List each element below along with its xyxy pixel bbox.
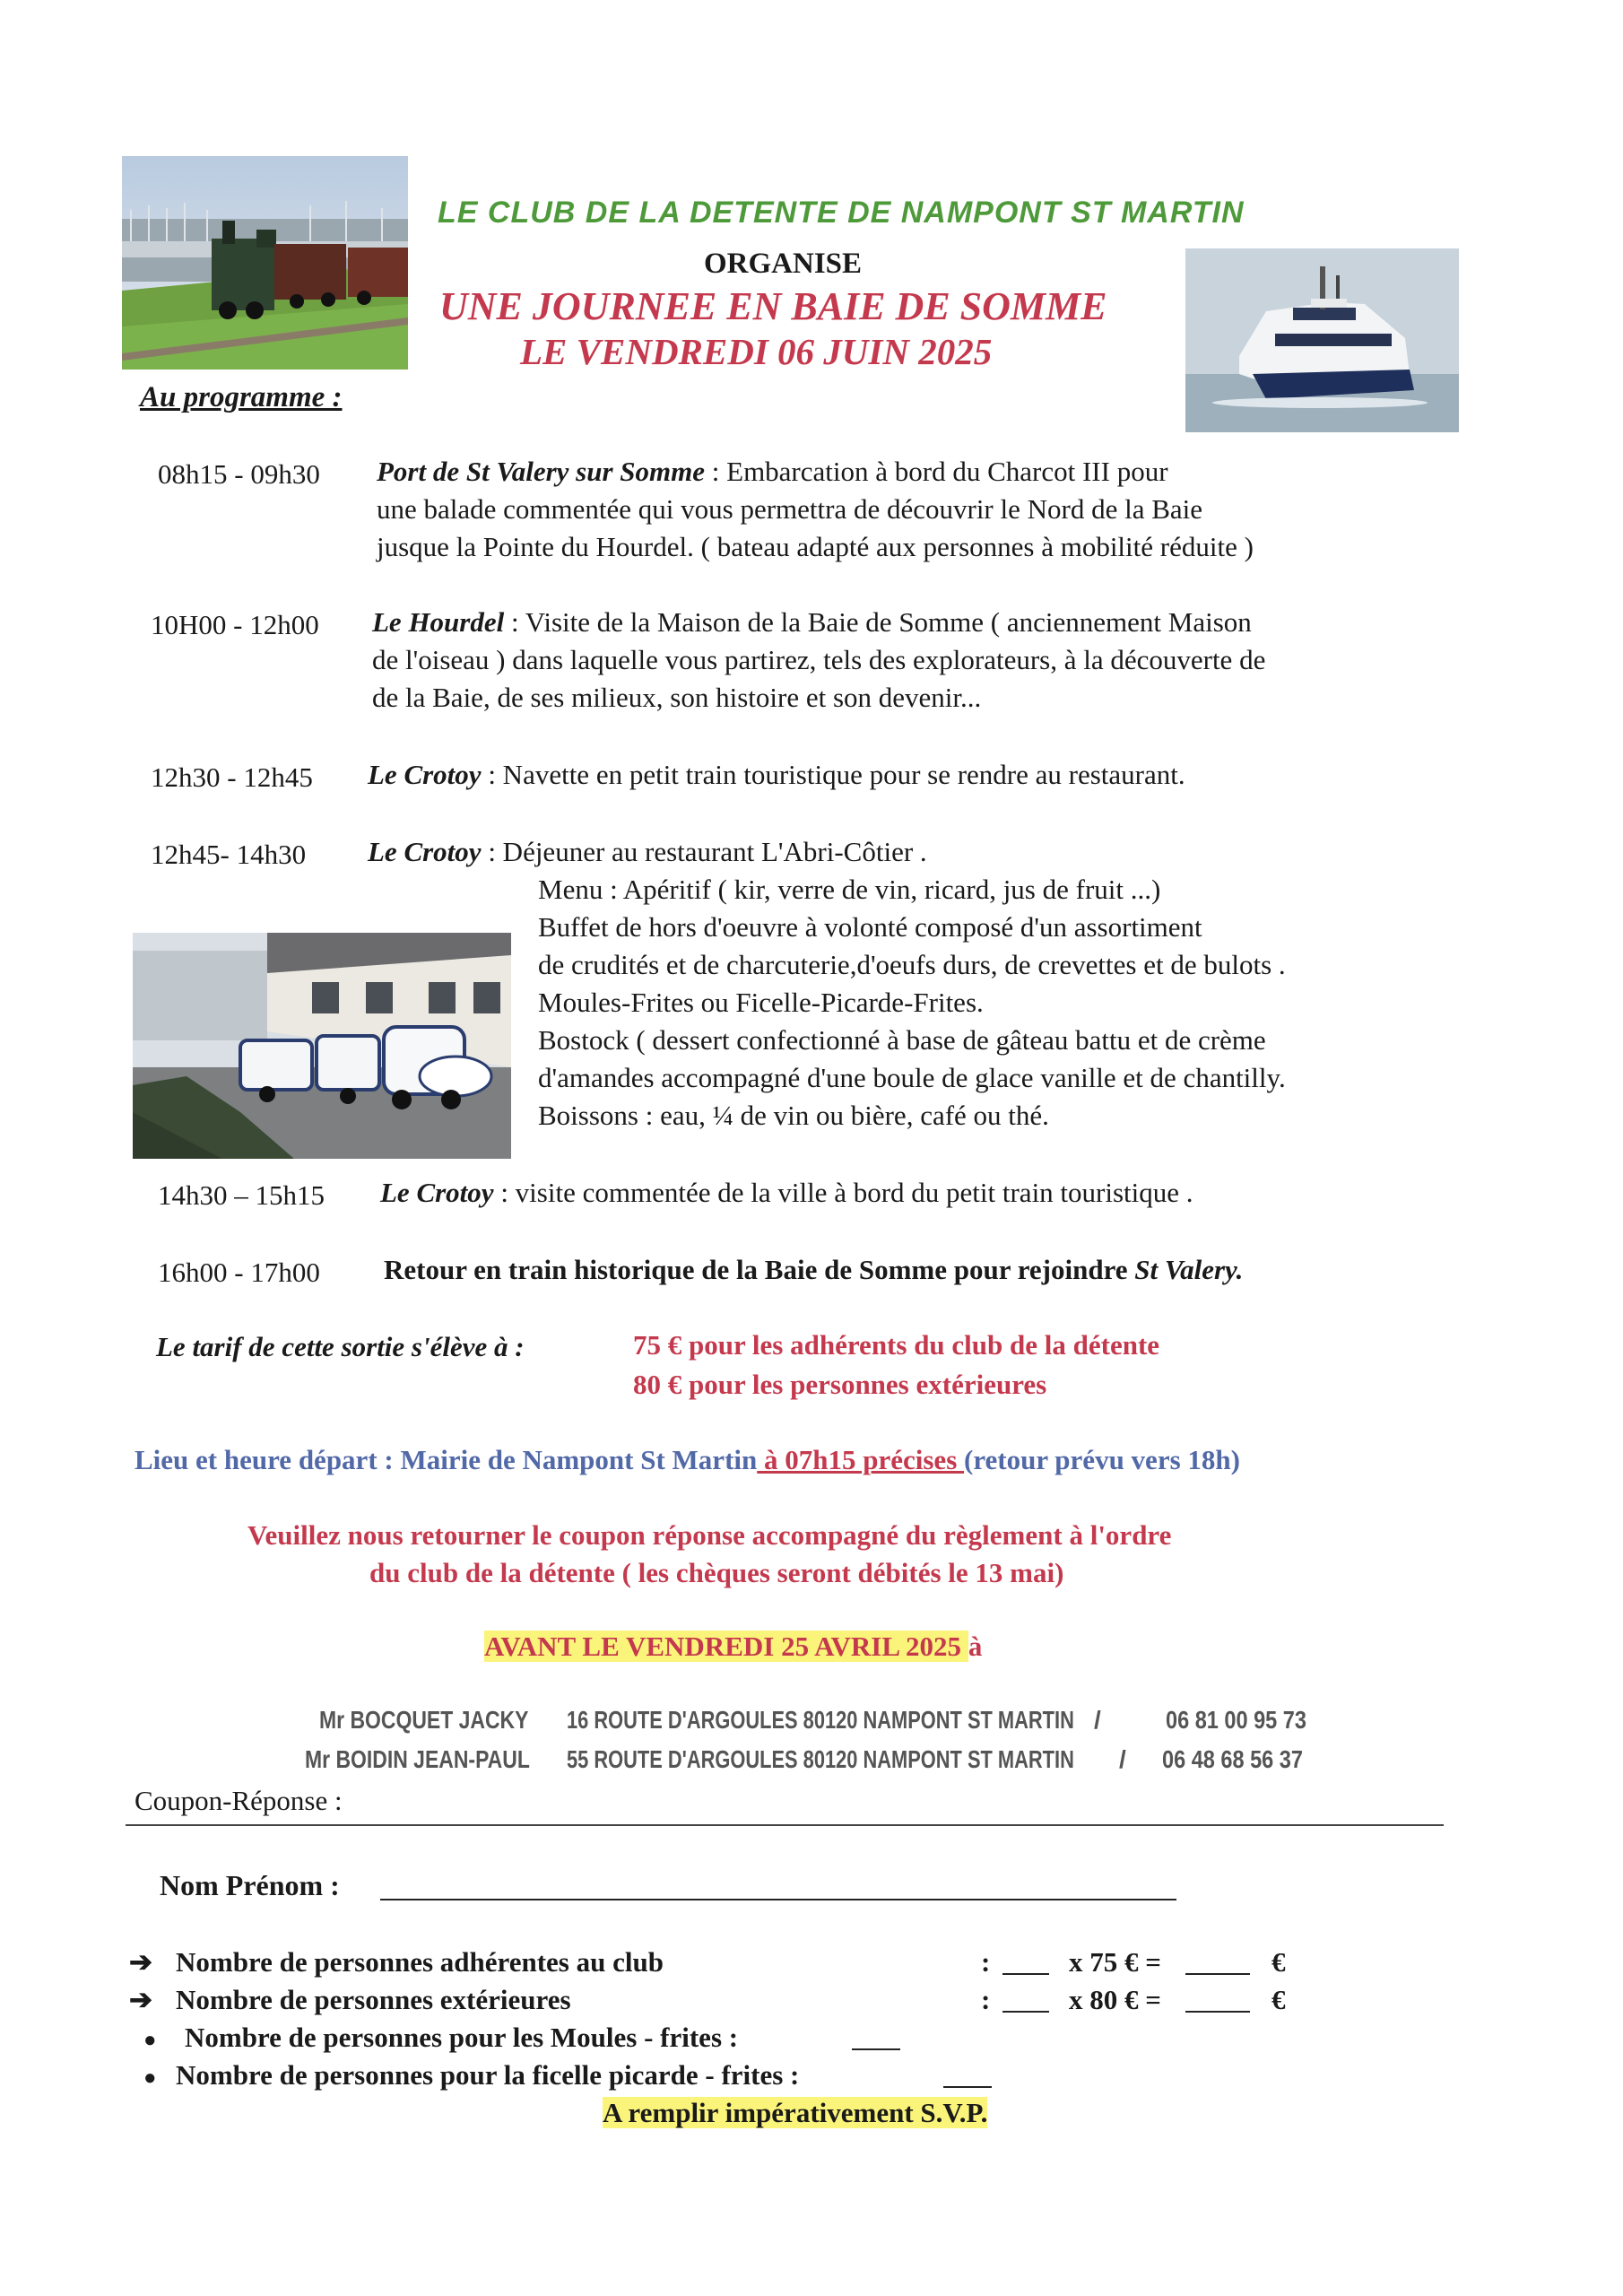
bullet-icon: ●: [143, 2066, 157, 2090]
programme-text: : visite commentée de la ville à bord du petit train touristique .: [493, 1177, 1193, 1208]
contact-name: Mr BOIDIN JEAN-PAUL: [305, 1745, 530, 1773]
menu-line: de crudités et de charcuterie,d'oeufs durs, de crevettes et de bulots .: [538, 949, 1286, 980]
coupon-row-label: Nombre de personnes extérieures: [176, 1984, 571, 2015]
coupon-title: Coupon-Réponse :: [135, 1785, 343, 1816]
page-title: UNE JOURNEE EN BAIE DE SOMME: [439, 284, 1107, 328]
programme-label: [140, 381, 343, 414]
programme-text: jusque la Pointe du Hourdel. ( bateau adapté aux personnes à mobilité réduite ): [377, 531, 1254, 562]
adherents-total-field[interactable]: [1185, 1973, 1250, 1975]
tarif-exterieurs: 80 € pour les personnes extérieures: [633, 1369, 1047, 1400]
arrow-right-icon: ➔: [129, 1946, 152, 1978]
programme-item: [368, 759, 1185, 791]
exterieurs-total-field[interactable]: [1185, 2011, 1250, 2013]
programme-text: de l'oiseau ) dans laquelle vous partirez, tels des explorateurs, à la découverte de: [372, 644, 1266, 675]
contact-address: 16 ROUTE D'ARGOULES 80120 NAMPONT ST MARTIN: [567, 1706, 1074, 1734]
tourist-train-photo: [133, 933, 511, 1159]
boat-photo: [1185, 248, 1459, 432]
moules-count-field[interactable]: [852, 2048, 900, 2050]
deadline-suffix: à: [968, 1631, 983, 1662]
programme-place: Le Crotoy: [368, 836, 482, 867]
depart-place: Lieu et heure départ : Mairie de Nampont St Martin: [135, 1444, 758, 1475]
programme-text: : Embarcation à bord du Charcot III pour: [705, 456, 1168, 487]
contact-address: 55 ROUTE D'ARGOULES 80120 NAMPONT ST MARTIN: [567, 1745, 1074, 1773]
bullet-icon: ●: [143, 2029, 157, 2052]
organise-label: ORGANISE: [704, 248, 863, 280]
programme-item: [380, 1177, 1193, 1209]
programme-place: Le Crotoy: [380, 1177, 494, 1208]
programme-time: 14h30 – 15h15: [158, 1179, 325, 1211]
coupon-row-exterieurs: [129, 1984, 571, 2016]
programme-label-text: Au programme :: [140, 381, 343, 413]
menu-line: Menu : Apéritif ( kir, verre de vin, ricard, jus de fruit ...): [538, 874, 1161, 905]
coupon-row-currency: €: [1271, 1946, 1286, 1978]
event-date: LE VENDREDI 06 JUIN 2025: [520, 331, 993, 372]
deadline: [484, 1631, 982, 1663]
contact-separator: /: [1119, 1745, 1126, 1773]
choice-moules: [143, 2022, 738, 2054]
exterieurs-count-field[interactable]: [1002, 2011, 1049, 2013]
programme-place: Le Crotoy: [368, 759, 482, 790]
contact-phone: 06 48 68 56 37: [1162, 1745, 1303, 1773]
deadline-date: AVANT LE VENDREDI 25 AVRIL 2025: [484, 1631, 968, 1662]
programme-text: : Déjeuner au restaurant L'Abri-Côtier .: [481, 836, 927, 867]
coupon-note: [603, 2097, 987, 2129]
menu-line: Bostock ( dessert confectionné à base de gâteau battu et de crème: [538, 1024, 1266, 1056]
programme-time: 16h00 - 17h00: [158, 1257, 320, 1288]
contact-phone: 06 81 00 95 73: [1166, 1706, 1306, 1734]
programme-text: de la Baie, de ses milieux, son histoire et son devenir...: [372, 682, 982, 713]
menu-line: Buffet de hors d'oeuvre à volonté composé d'un assortiment: [538, 911, 1202, 943]
nom-prenom-label: Nom Prénom :: [160, 1869, 340, 1901]
depart-info: [135, 1444, 1240, 1476]
coupon-row-adherents: [129, 1946, 664, 1979]
coupon-row-mult: x 80 € =: [1069, 1984, 1161, 2015]
choice-ficelle: [143, 2059, 799, 2092]
coupon-instructions: Veuillez nous retourner le coupon réponse accompagné du règlement à l'ordre: [247, 1519, 1172, 1551]
steam-train-photo: [122, 156, 408, 370]
arrow-right-icon: ➔: [129, 1984, 152, 2015]
programme-item: [377, 456, 1168, 488]
programme-text: Retour en train historique de la Baie de Somme pour rejoindre: [384, 1254, 1135, 1285]
ficelle-count-field[interactable]: [943, 2086, 992, 2088]
coupon-row-currency: €: [1271, 1984, 1286, 2015]
programme-time: 08h15 - 09h30: [158, 458, 320, 490]
adherents-count-field[interactable]: [1002, 1973, 1049, 1975]
tarif-adherents: 75 € pour les adhérents du club de la détente: [633, 1329, 1160, 1361]
programme-item: [372, 606, 1252, 639]
menu-line: d'amandes accompagné d'une boule de glace vanille et de chantilly.: [538, 1062, 1286, 1093]
programme-time: 12h45- 14h30: [151, 839, 307, 870]
programme-text: : Navette en petit train touristique pour se rendre au restaurant.: [481, 759, 1185, 790]
contact-name: Mr BOCQUET JACKY: [319, 1706, 529, 1734]
depart-retour: (retour prévu vers 18h): [964, 1444, 1240, 1475]
coupon-divider: [126, 1824, 1444, 1826]
menu-line: Moules-Frites ou Ficelle-Picarde-Frites.: [538, 987, 984, 1018]
choice-label: Nombre de personnes pour la ficelle picarde - frites :: [176, 2059, 800, 2091]
club-name: LE CLUB DE LA DETENTE DE NAMPONT ST MARTIN: [438, 196, 1245, 230]
choice-label: Nombre de personnes pour les Moules - frites :: [185, 2022, 739, 2053]
programme-time: 12h30 - 12h45: [151, 761, 313, 793]
coupon-instructions-2: du club de la détente ( les chèques seront débités le 13 mai): [369, 1557, 1064, 1588]
programme-item: [384, 1254, 1243, 1286]
programme-time: 10H00 - 12h00: [151, 609, 319, 640]
nom-prenom-field[interactable]: [380, 1899, 1176, 1900]
coupon-note-text: A remplir impérativement S.V.P.: [603, 2097, 988, 2128]
programme-text: une balade commentée qui vous permettra de découvrir le Nord de la Baie: [377, 493, 1203, 525]
coupon-row-label: Nombre de personnes adhérentes au club: [176, 1946, 664, 1978]
menu-line: Boissons : eau, ¼ de vin ou bière, café ou thé.: [538, 1100, 1049, 1131]
programme-place: Port de St Valery sur Somme: [377, 456, 706, 487]
contact-separator: /: [1094, 1706, 1101, 1734]
programme-item: [368, 836, 927, 868]
coupon-row-colon: :: [981, 1946, 991, 1978]
coupon-row-mult: x 75 € =: [1069, 1946, 1161, 1978]
depart-time: à 07h15 précises: [757, 1444, 965, 1475]
programme-place: Le Hourdel: [372, 606, 505, 638]
coupon-row-colon: :: [981, 1984, 991, 2015]
tarif-label: Le tarif de cette sortie s'élève à :: [156, 1331, 525, 1362]
programme-text: : Visite de la Maison de la Baie de Somme ( anciennement Maison: [504, 606, 1252, 638]
programme-place: St Valery.: [1134, 1254, 1244, 1285]
